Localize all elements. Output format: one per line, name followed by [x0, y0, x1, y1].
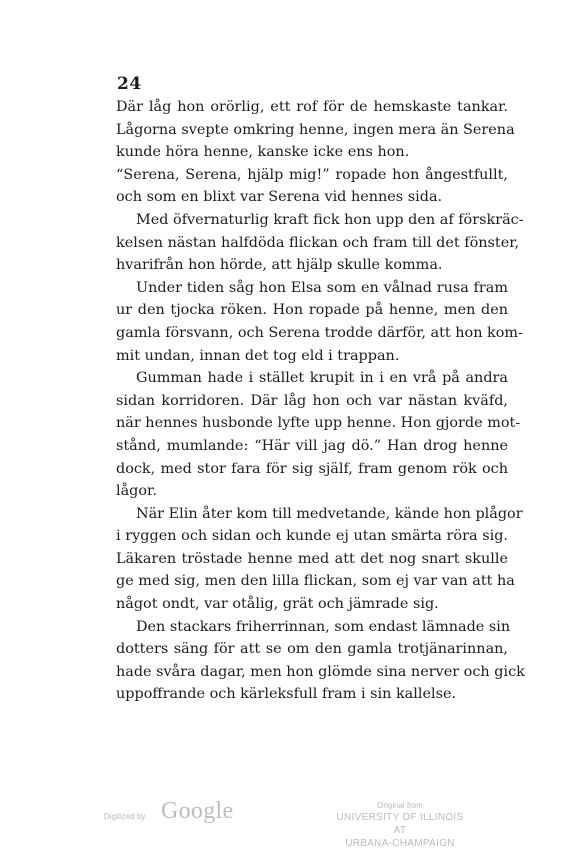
paragraph — [116, 209, 524, 277]
text-line: gamla försvann, och Serena trodde därför, att hon kom- — [116, 324, 523, 341]
original-from-label: Original from — [377, 801, 423, 810]
text-line: mit undan, innan det tog eld i trappan. — [116, 347, 400, 364]
text-line: lågor. — [116, 483, 157, 500]
text-line: Den stackars friherrinnan, som endast lämnade sin — [136, 618, 511, 635]
text-line: uppoffrande och kärleksfull fram i sin kallelse. — [116, 686, 457, 703]
google-logo: Google — [161, 798, 234, 824]
text-line: hvarifrån hon hörde, att hjälp skulle komma. — [116, 257, 443, 274]
text-line: När Elin åter kom till medvetande, kände hon plågor — [136, 505, 523, 522]
library-name-line-2: URBANA-CHAMPAIGN — [345, 838, 455, 849]
text-line: dotters säng för att se om den gamla trotjänarinnan, — [116, 641, 508, 658]
text-line: kelsen nästan halfdöda flickan och fram till det fönster, — [116, 234, 520, 251]
text-line: ge med sig, men den lilla flickan, som ej var van att ha — [116, 573, 515, 590]
text-line: ur den tjocka röken. Hon ropade på henne, men den — [116, 302, 508, 319]
library-name-line-1: UNIVERSITY OF ILLINOIS AT — [336, 812, 464, 836]
text-line: dock, med stor fara för sig själf, fram genom rök och — [116, 460, 508, 477]
text-line: “Serena, Serena, hjälp mig!” ropade hon ångestfullt, — [116, 166, 508, 183]
paragraph — [116, 503, 523, 616]
text-line: kunde höra henne, kanske icke ens hon. — [116, 144, 410, 161]
paragraph — [116, 96, 515, 164]
text-line: när hennes husbonde lyfte upp henne. Hon gjorde mot- — [116, 415, 521, 432]
text-line: och som en blixt var Serena vid hennes sida. — [116, 189, 443, 206]
footer — [0, 792, 572, 849]
page-text — [116, 96, 525, 706]
text-line: något ondt, var otålig, grät och jämrade sig. — [116, 596, 439, 613]
text-line: sidan korridoren. Där låg hon och var nästan kväfd, — [116, 392, 508, 409]
text-line: stånd, mumlande: “Här vill jag dö.” Han drog henne — [116, 437, 508, 454]
page-number: 24 — [117, 74, 142, 94]
text-line: i ryggen och sidan och kunde ej utan smärta röra sig. — [116, 528, 508, 545]
paragraph — [116, 164, 508, 209]
text-line: Gumman hade i stället krupit in i en vrå på andra — [136, 370, 508, 387]
paragraph — [116, 277, 523, 367]
paragraph — [116, 616, 525, 706]
digitized-by-label: Digitized by — [104, 812, 146, 821]
text-line: hade svåra dagar, men hon glömde sina nerver och gick — [116, 663, 525, 680]
text-line: Läkaren tröstade henne med att det nog snart skulle — [116, 550, 508, 567]
text-line: Under tiden såg hon Elsa som en vålnad rusa fram — [136, 279, 508, 296]
paragraph — [116, 367, 521, 503]
text-line: Där låg hon orörlig, ett rof för de hemskaste tankar. — [116, 99, 508, 115]
text-line: Med öfvernaturlig kraft fick hon upp den af förskräc- — [136, 211, 524, 228]
text-line: Lågorna svepte omkring henne, ingen mera än Serena — [116, 121, 515, 138]
library-attribution — [330, 800, 470, 850]
